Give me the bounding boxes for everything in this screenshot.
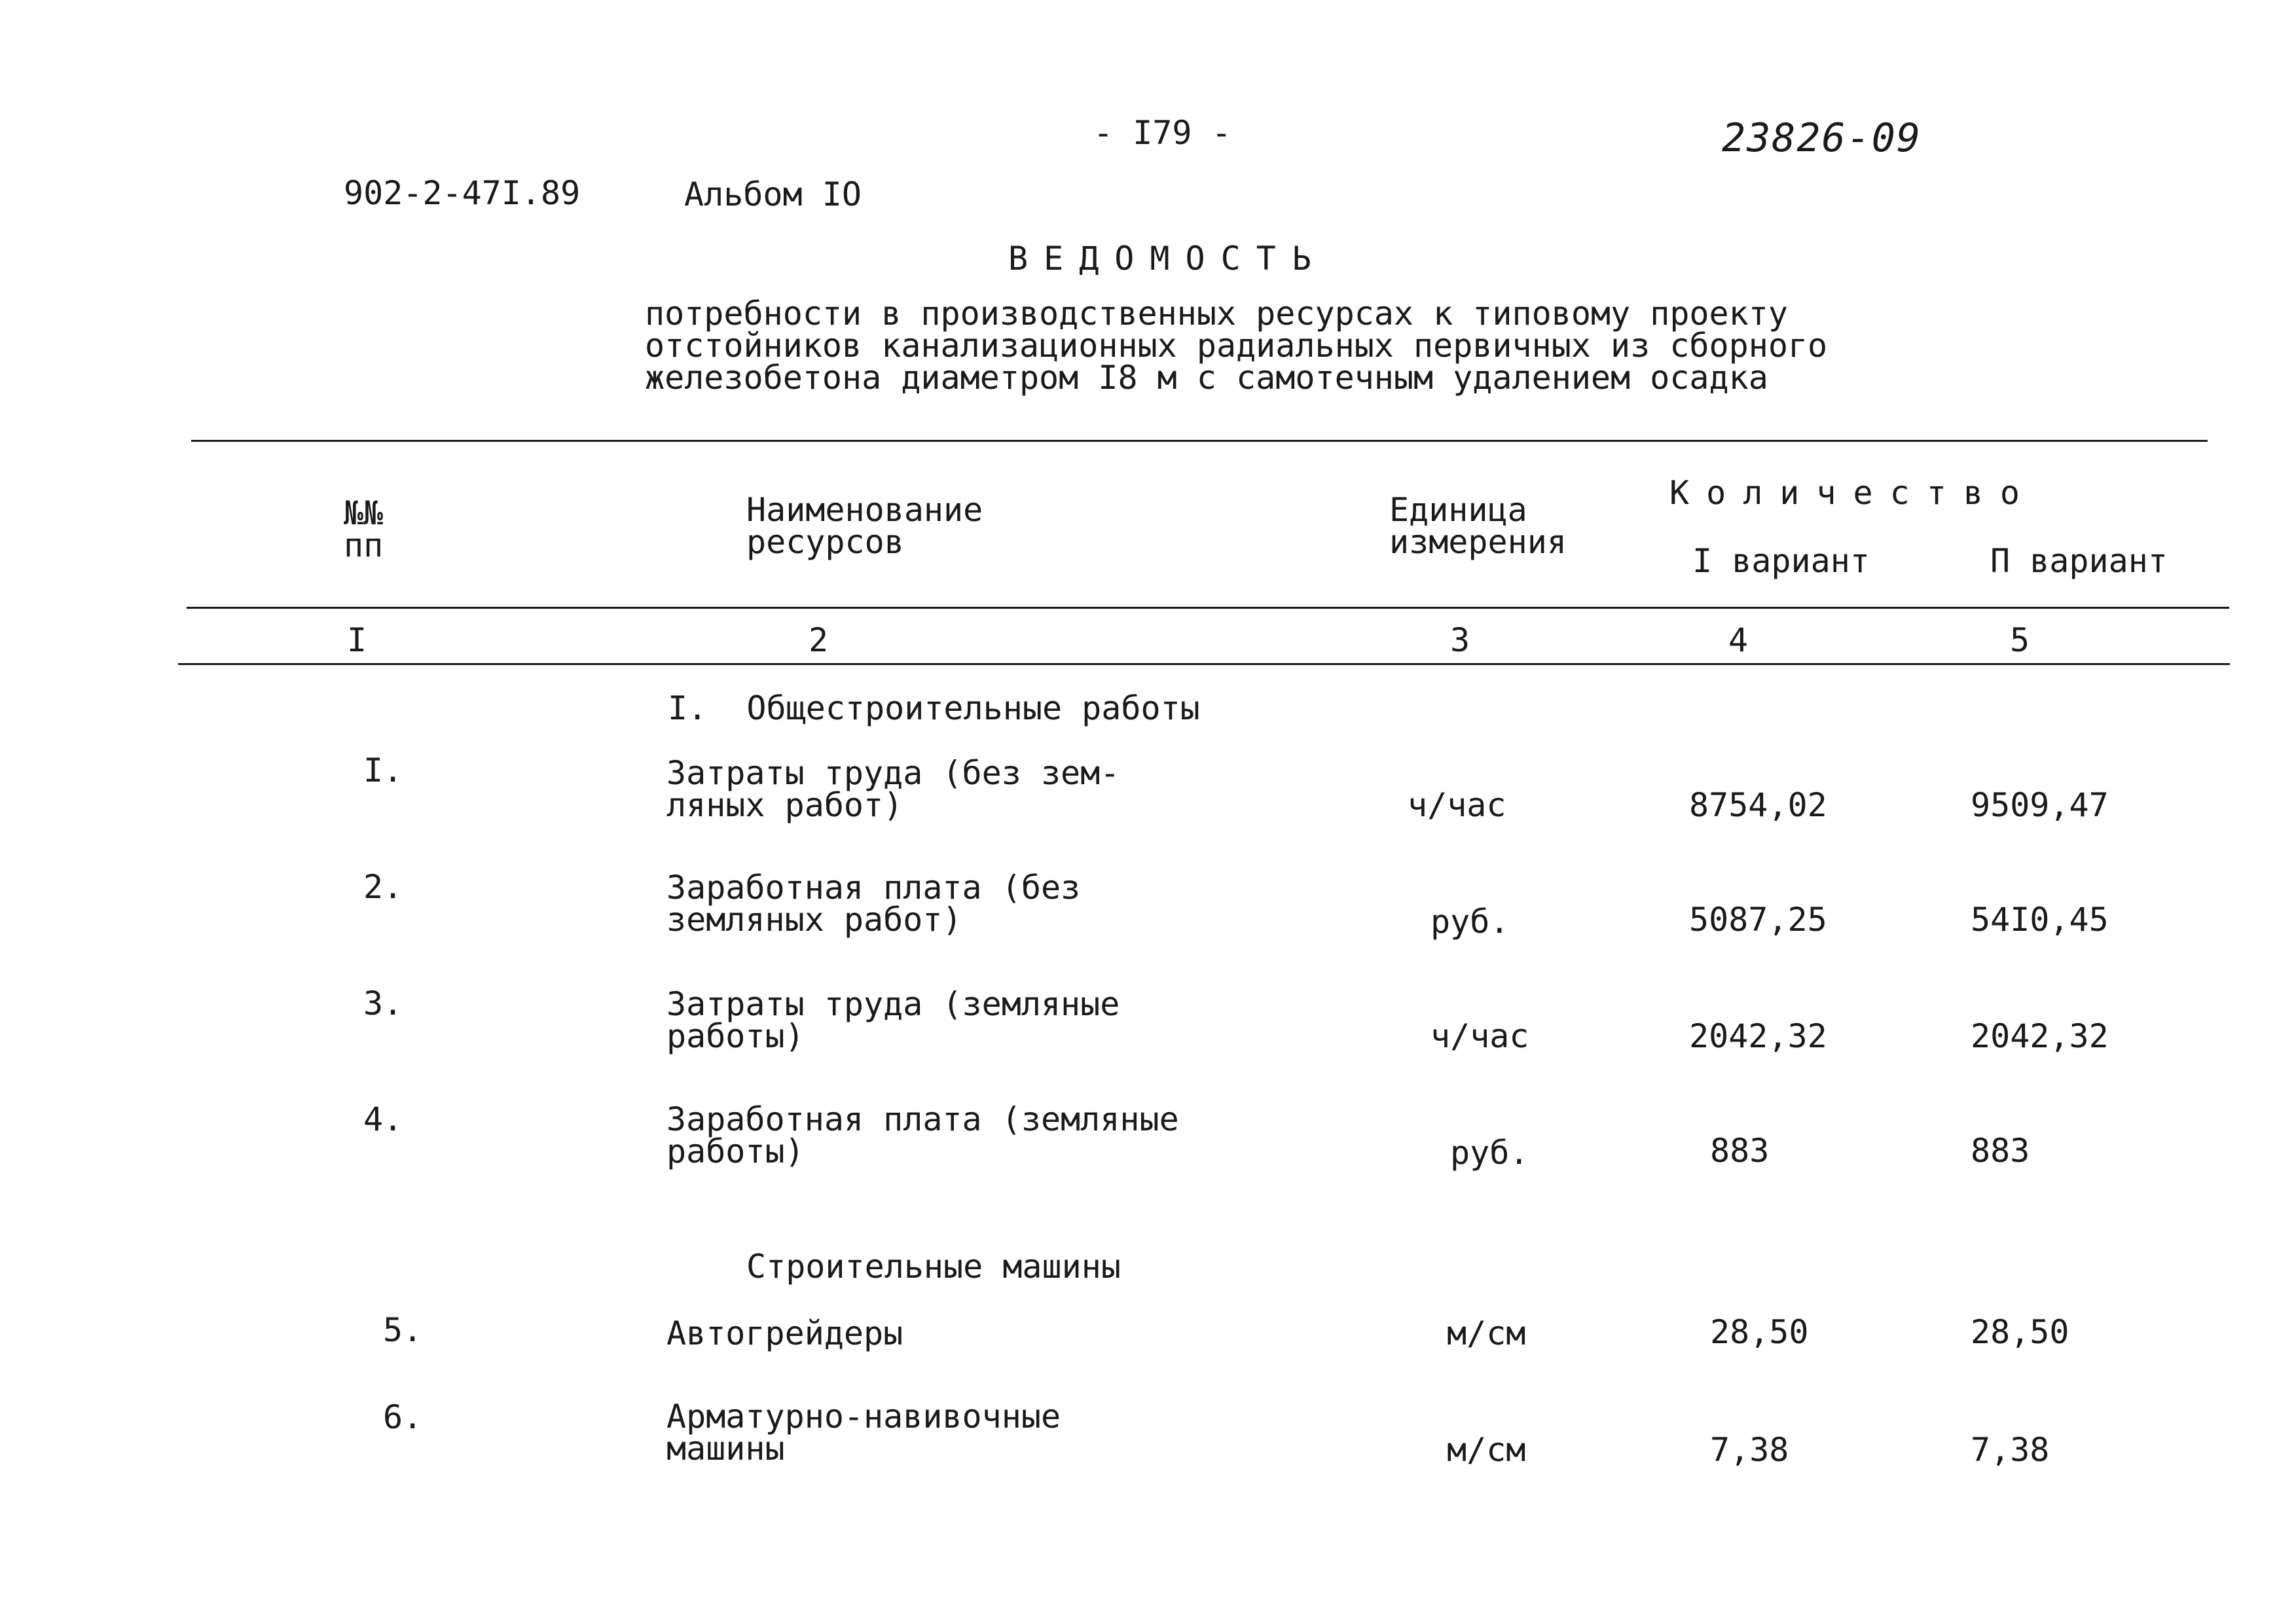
row-1-name-line2: ляных работ) (666, 786, 903, 824)
row-1-name-line1: Затраты труда (без зем- (666, 754, 1120, 792)
section-title-general-works: I. Общестроительные работы (668, 689, 1200, 727)
row-2-name-line2: земляных работ) (666, 901, 962, 939)
table-top-rule (191, 440, 2208, 442)
header-variant-2: П вариант (1990, 542, 2168, 580)
row-2-unit: руб. (1430, 903, 1510, 941)
row-3-name (666, 985, 1120, 1055)
row-2-name (666, 869, 1081, 939)
row-4-unit: руб. (1450, 1134, 1529, 1172)
row-4-name-line1: Заработная плата (земляные (666, 1100, 1179, 1138)
header-number-line1: №№ (344, 494, 384, 532)
row-2-number: 2. (363, 868, 403, 906)
header-resource-name (746, 491, 983, 561)
row-6-variant-1: 7,38 (1710, 1431, 1789, 1469)
row-6-variant-2: 7,38 (1971, 1431, 2050, 1469)
row-3-name-line2: работы) (666, 1017, 805, 1055)
row-3-number: 3. (363, 984, 403, 1022)
column-number-3: 3 (1450, 621, 1470, 659)
row-4-variant-2: 883 (1971, 1132, 2030, 1170)
header-unit-line2: измерения (1389, 523, 1567, 561)
row-2-name-line1: Заработная плата (без (666, 869, 1081, 907)
header-variant-1: I вариант (1692, 542, 1870, 580)
header-number-line2: пп (344, 526, 384, 564)
document-title: ВЕДОМОСТЬ (1008, 240, 1327, 278)
header-name-line1: Наименование (746, 491, 983, 529)
row-1-number: I. (363, 751, 403, 789)
title-line-2: отстойников канализационных радиальных первичных из сборного (645, 327, 1828, 365)
row-1-name (666, 754, 1120, 824)
row-3-variant-1: 2042,32 (1689, 1017, 1827, 1055)
row-4-variant-1: 883 (1710, 1132, 1770, 1170)
column-number-1: I (347, 621, 367, 659)
row-3-name-line1: Затраты труда (земляные (666, 985, 1120, 1023)
column-number-2: 2 (809, 621, 829, 659)
row-6-name (666, 1398, 1061, 1468)
header-number (344, 494, 384, 564)
row-5-variant-1: 28,50 (1710, 1313, 1809, 1351)
row-2-variant-1: 5087,25 (1689, 901, 1827, 939)
page-number: - I79 - (1093, 114, 1231, 152)
document-code: 23826-09 (1722, 115, 1922, 161)
row-2-variant-2: 54I0,45 (1971, 901, 2109, 939)
row-4-name-line2: работы) (666, 1132, 805, 1170)
row-4-name (666, 1100, 1179, 1170)
row-6-unit: м/см (1447, 1431, 1526, 1469)
row-6-name-line2: машины (666, 1430, 785, 1468)
project-code: 902-2-47I.89 (344, 174, 581, 212)
header-quantity: Количество (1669, 474, 2037, 512)
row-1-unit: ч/час (1408, 786, 1506, 824)
column-number-4: 4 (1728, 621, 1749, 659)
row-1-variant-1: 8754,02 (1689, 786, 1827, 824)
column-numbers-rule (178, 663, 2230, 665)
header-unit-line1: Единица (1389, 491, 1527, 529)
header-unit (1389, 491, 1567, 561)
header-name-line2: ресурсов (746, 523, 904, 561)
title-description (645, 295, 1828, 397)
column-number-5: 5 (2010, 621, 2030, 659)
row-3-variant-2: 2042,32 (1971, 1017, 2109, 1055)
row-5-variant-2: 28,50 (1971, 1313, 2069, 1351)
row-1-variant-2: 9509,47 (1971, 786, 2109, 824)
row-4-number: 4. (363, 1100, 403, 1138)
row-6-number: 6. (383, 1398, 423, 1436)
title-line-3: железобетона диаметром I8 м с самотечным удалением осадка (645, 359, 1768, 397)
row-6-name-line1: Арматурно-навивочные (666, 1398, 1061, 1435)
album-label: Альбом IO (684, 175, 862, 213)
section-title-construction-machines: Строительные машины (746, 1248, 1121, 1286)
row-5-number: 5. (383, 1311, 423, 1349)
title-line-1: потребности в производственных ресурсах к типовому проекту (645, 295, 1788, 333)
row-5-name: Автогрейдеры (666, 1314, 903, 1352)
header-bottom-rule (187, 607, 2229, 609)
row-3-unit: ч/час (1430, 1017, 1529, 1055)
row-5-unit: м/см (1447, 1314, 1526, 1352)
